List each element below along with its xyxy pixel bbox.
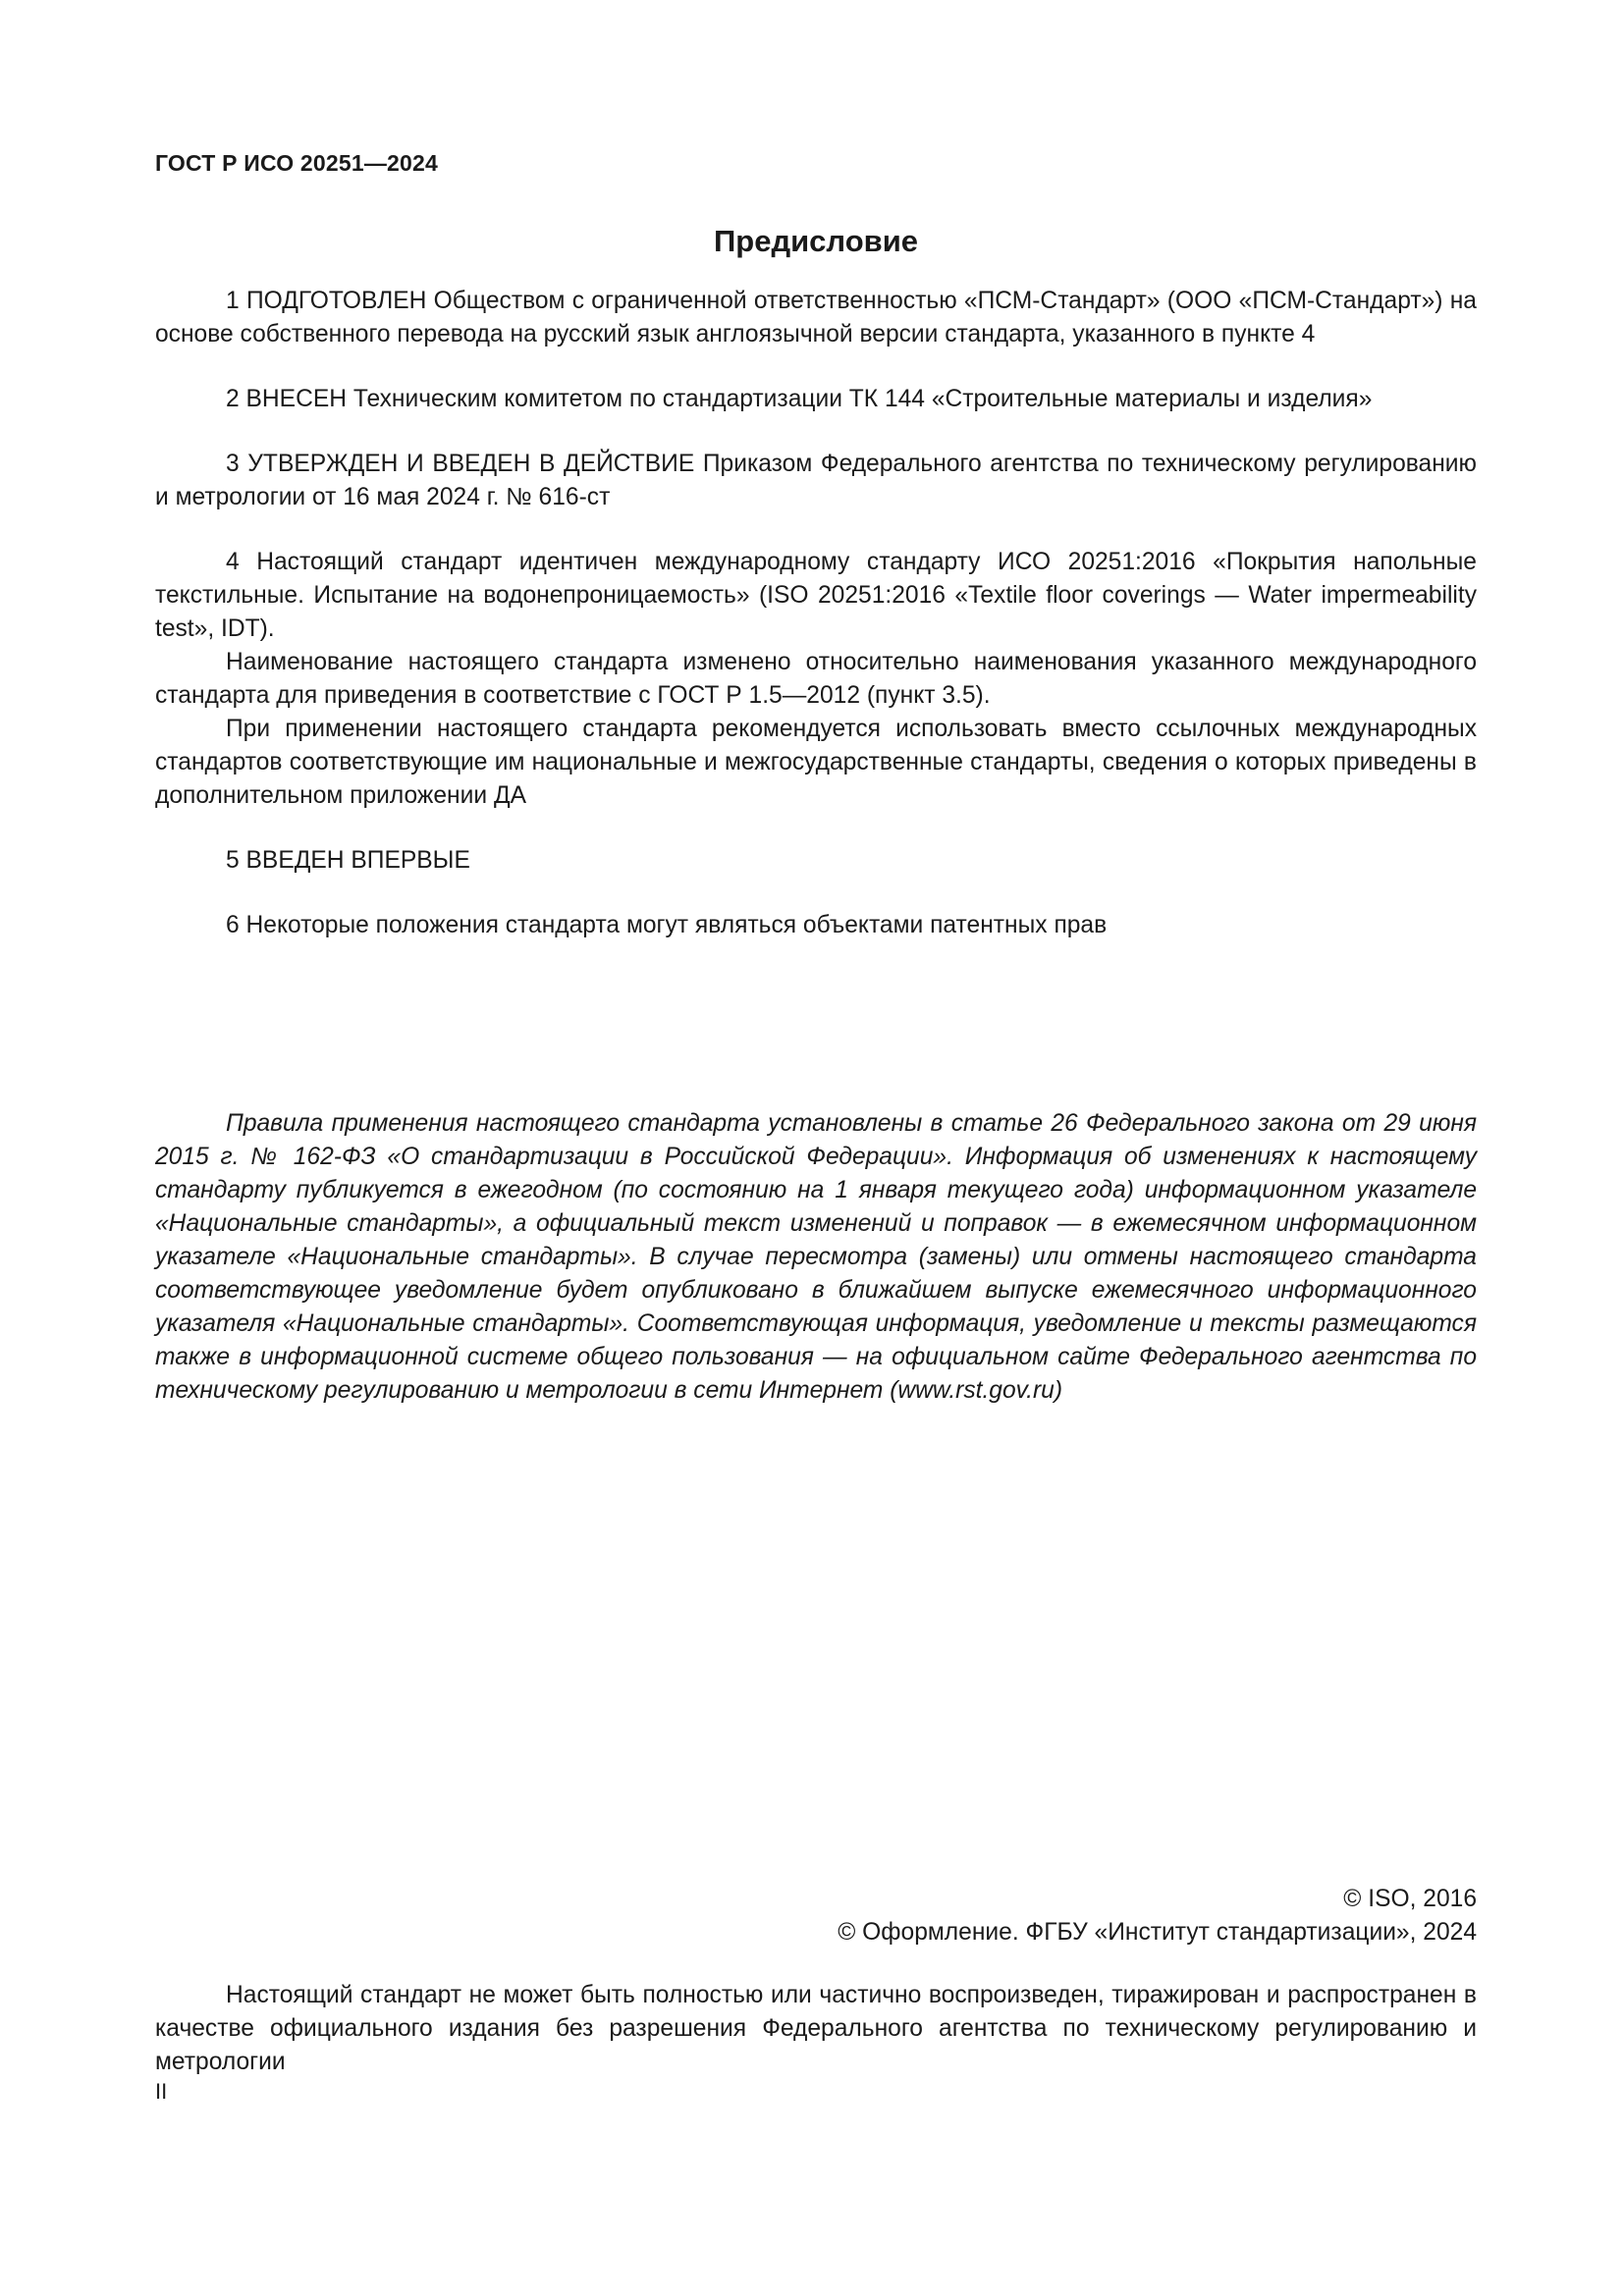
document-code: ГОСТ Р ИСО 20251—2024 bbox=[155, 150, 439, 176]
foreword-item-2: 2 ВНЕСЕН Техническим комитетом по стандартизации ТК 144 «Строительные материалы и изделия» bbox=[226, 386, 1373, 412]
reproduction-notice: Настоящий стандарт не может быть полностью или частично воспроизведен, тиражирован и распространен в качестве официального издания без разрешения Федерального агентства по техническому регулированию и метрологии bbox=[155, 1982, 1477, 2075]
foreword-title: Предисловие bbox=[713, 224, 918, 258]
design-copyright: © Оформление. ФГБУ «Институт стандартизации», 2024 bbox=[838, 1919, 1477, 1946]
foreword-item-1: 1 ПОДГОТОВЛЕН Обществом с ограниченной ответственностью «ПСМ-Стандарт» (ООО «ПСМ-Стандарт») на основе собственного перевода на русский язык англоязычной версии стандарта, указанного в пункте 4 bbox=[155, 288, 1477, 347]
foreword-item-6: 6 Некоторые положения стандарта могут являться объектами патентных прав bbox=[226, 912, 1108, 938]
copyright-block bbox=[838, 1883, 1477, 1949]
foreword-item-4: 4 Настоящий стандарт идентичен международному стандарту ИСО 20251:2016 «Покрытия напольные текстильные. Испытание на водонепроницаемость» (ISO 20251:2016 «Textile floor coverings — Water impermeability test», IDT). bbox=[155, 549, 1477, 642]
application-rules-notice: Правила применения настоящего стандарта установлены в статье 26 Федерального закона от 29 июня 2015 г. № 162-ФЗ «О стандартизации в Российской Федерации». Информация об изменениях к настоящему стандарту публикуется в ежегодном (по состоянию на 1 января текущего года) информационном указателе «Национальные стандарты», а официальный текст изменений и поправок — в ежемесячном информационном указателе «Национальные стандарты». В случае пересмотра (замены) или отмены настоящего стандарта соответствующее уведомление будет опубликовано в ближайшем выпуске ежемесячного информационного указателя «Национальные стандарты». Соответствующая информация, уведомление и тексты размещаются также в информационной системе общего пользования — на официальном сайте Федерального агентства по техническому регулированию и метрологии в сети Интернет (www.rst.gov.ru) bbox=[155, 1110, 1477, 1404]
foreword-body bbox=[155, 285, 1477, 942]
foreword-item-3: 3 УТВЕРЖДЕН И ВВЕДЕН В ДЕЙСТВИЕ Приказом Федерального агентства по техническому регулированию и метрологии от 16 мая 2024 г. № 616-ст bbox=[155, 451, 1477, 510]
foreword-item-4-reference-note: При применении настоящего стандарта рекомендуется использовать вместо ссылочных международных стандартов соответствующие им национальные и межгосударственные стандарты, сведения о которых приведены в дополнительном приложении ДА bbox=[155, 716, 1477, 809]
foreword-item-4-name-note: Наименование настоящего стандарта изменено относительно наименования указанного международного стандарта для приведения в соответствие с ГОСТ Р 1.5—2012 (пункт 3.5). bbox=[155, 649, 1477, 709]
page-number: II bbox=[155, 2079, 168, 2104]
foreword-item-5: 5 ВВЕДЕН ВПЕРВЫЕ bbox=[226, 847, 470, 874]
iso-copyright: © ISO, 2016 bbox=[1343, 1886, 1477, 1912]
